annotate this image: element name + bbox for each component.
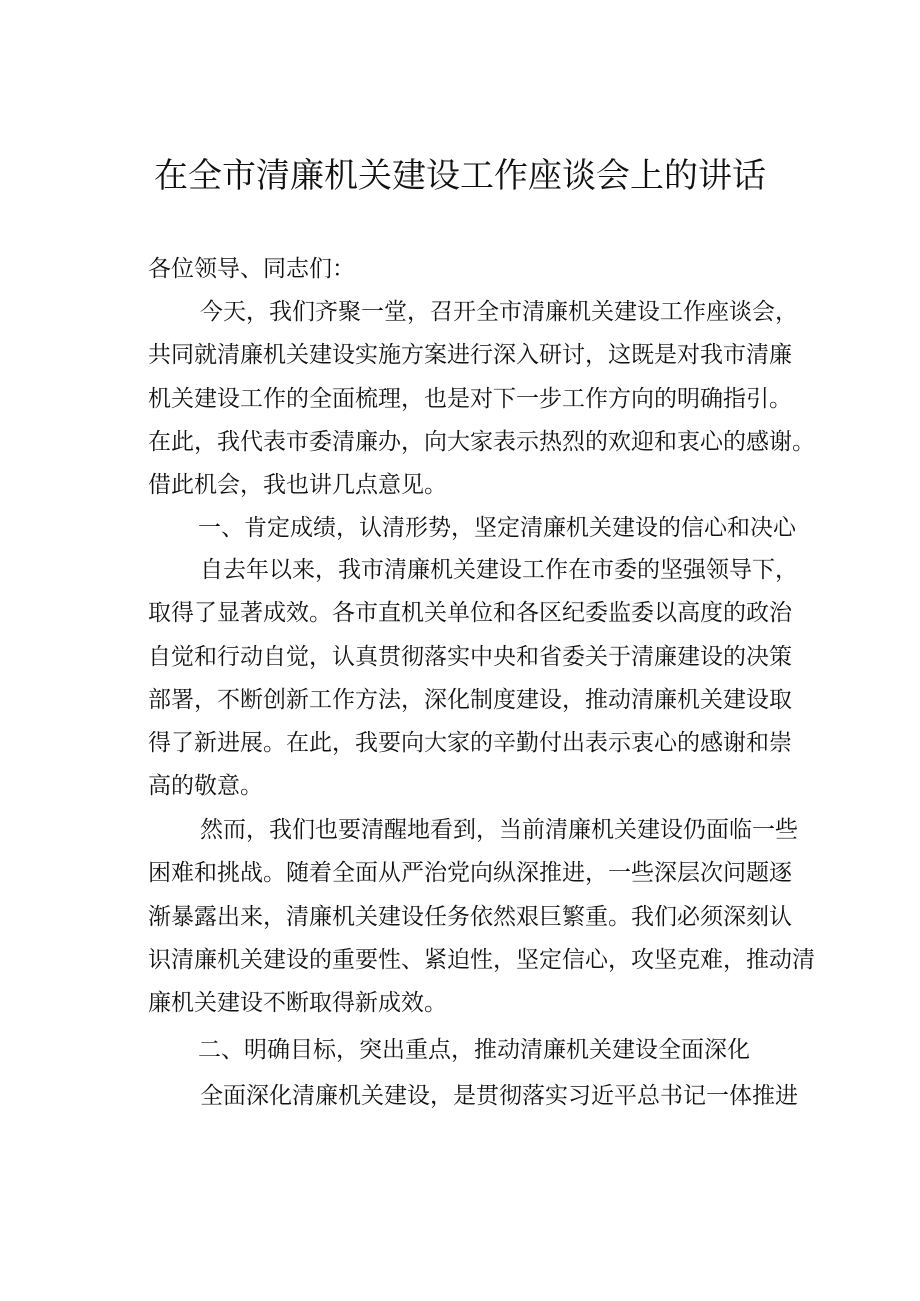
salutation-line: 各位领导、同志们： xyxy=(148,256,355,282)
section-heading-1: 一、肯定成绩，认清形势，坚定清廉机关建设的信心和决心 xyxy=(198,515,796,541)
paragraph-line: 取得了显著成效。各市直机关单位和各区纪委监委以高度的政治 xyxy=(148,600,792,627)
paragraph-line: 在此，我代表市委清廉办，向大家表示热烈的欢迎和衷心的感谢。 xyxy=(148,428,815,455)
section1-paragraph-2 xyxy=(148,809,815,1025)
paragraph-line: 困难和挑战。随着全面从严治党向纵深推进，一些深层次问题逐 xyxy=(148,860,792,887)
paragraph-line: 自去年以来，我市清廉机关建设工作在市委的坚强领导下， xyxy=(200,557,798,583)
section2-paragraph-1 xyxy=(148,1075,808,1118)
document-title: 在全市清廉机关建设工作座谈会上的讲话 xyxy=(154,156,766,196)
paragraph-line: 得了新进展。在此，我要向大家的辛勤付出表示衷心的感谢和崇 xyxy=(148,730,792,757)
paragraph-line: 廉机关建设不断取得新成效。 xyxy=(148,990,447,1017)
paragraph-line: 今天，我们齐聚一堂，召开全市清廉机关建设工作座谈会， xyxy=(200,299,798,325)
paragraph-line: 借此机会，我也讲几点意见。 xyxy=(148,472,447,499)
paragraph-line: 渐暴露出来，清廉机关建设任务依然艰巨繁重。我们必须深刻认 xyxy=(148,903,792,930)
paragraph-line: 高的敬意。 xyxy=(148,773,263,800)
section-heading-2: 二、明确目标，突出重点，推动清廉机关建设全面深化 xyxy=(198,1037,750,1063)
paragraph-line: 然而，我们也要清醒地看到，当前清廉机关建设仍面临一些 xyxy=(200,817,798,843)
paragraph-line: 识清廉机关建设的重要性、紧迫性，坚定信心，攻坚克难，推动清 xyxy=(148,946,815,973)
paragraph-line: 机关建设工作的全面梳理，也是对下一步工作方向的明确指引。 xyxy=(148,385,792,412)
salutation xyxy=(148,248,808,291)
paragraph-line: 共同就清廉机关建设实施方案进行深入研讨，这既是对我市清廉 xyxy=(148,342,792,369)
intro-paragraph xyxy=(148,291,815,507)
paragraph-line: 自觉和行动自觉，认真贯彻落实中央和省委关于清廉建设的决策 xyxy=(148,643,792,670)
section1-paragraph-1 xyxy=(148,549,808,809)
paragraph-line: 全面深化清廉机关建设，是贯彻落实习近平总书记一体推进 xyxy=(200,1083,798,1109)
paragraph-line: 部署，不断创新工作方法，深化制度建设，推动清廉机关建设取 xyxy=(148,686,792,713)
